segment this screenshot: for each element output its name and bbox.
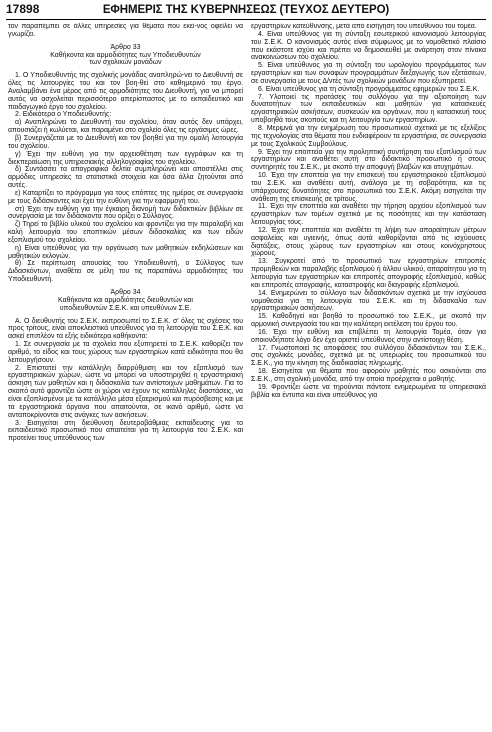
paragraph: 14. Ενημερώνει το σύλλογο των διδασκόντων σχετικά με την ισχύουσα νομοθεσία για τη λειτουργία του Σ.Ε.Κ. και τη διδασκαλία των εργαστηριακών ασκήσεων.	[251, 289, 486, 313]
left-column	[8, 23, 243, 728]
paragraph: 19. Φροντίζει ώστε να τηρούνται πάντοτε ενημερωμένα τα υπηρεσιακά βιβλία και έντυπα και είναι υπεύθυνος για	[251, 383, 486, 399]
paragraph: γ) Έχει την ευθύνη για την αρχειοθέτηση των εγγράφων και τη διεκπεραίωση της υπηρεσιακής αλληλογραφίας του σχολείου.	[8, 150, 243, 166]
paragraph: 15. Καθοδηγεί και βοηθά το προσωπικό του Σ.Ε.Κ., με σκοπό την αρμονική συνεργασία του και την καλύτερη εκτέλεση του έργου του.	[251, 313, 486, 329]
article-33-heading: Άρθρο 33	[110, 43, 141, 51]
paragraph: Α. Ο διευθυντής του Σ.Ε.Κ. εκπροσωπεί το Σ.Ε.Κ. σ' όλες τις σχέσεις του προς τρίτους, είναι αποκλειστικά υπεύθυνος για τη λειτουργία του Σ.Ε.Κ. και ασκεί επιπλέον τα εξής ειδικότερα καθήκοντα:	[8, 317, 243, 341]
paragraph: 12. Έχει την εποπτεία και αναθέτει τη λήψη των απαραίτητων μέτρων ασφαλείας και υγιεινής, όπως αυτά καθορίζονται από τις ισχύουσες διατάξεις, στους χώρους των εργαστηρίων και στους κοινόχρηστους χώρους.	[251, 226, 486, 258]
article-34-subtitle: Καθήκοντα και αρμοδιότητες διευθυντών και	[58, 296, 193, 304]
paragraph: 1. Σε συνεργασία με τα σχολεία που εξυπηρετεί το Σ.Ε.Κ. καθορίζει τον αριθμό, το είδος και τους χώρους των εργαστηρίων κατά ειδικότητα που θα λειτουργήσουν.	[8, 341, 243, 364]
paragraph: ζ) Τηρεί το βιβλίο υλικού του σχολείου και φροντίζει για την παραλαβή και καλή λειτουργία του εποπτικών μέσων διδασκαλίας και των ειδών εξοπλισμού του σχολείου.	[8, 221, 243, 244]
paragraph: 8. Μεριμνά για την ενημέρωση του προσωπικού σχετικά με τις εξελίξεις της τεχνολογίας στα θέματα που ενδιαφέρουν τα εργαστήρια, σε συνεργασία με τους Σχολικούς Συμβούλους.	[251, 124, 486, 148]
paragraph: α) Αναπληρώνει το Διευθυντή του σχολείου, όταν αυτός δεν υπάρχει, απουσιάζει ή κωλύεται, και παραμένει στο σχολείο όλες τις εργάσιμες ώρες.	[8, 119, 243, 135]
paragraph: 16. Έχει την ευθύνη και επιβλέπει τη λειτουργία Τομέα, όταν για οποιονδήποτε λόγο δεν έχει οριστεί υπεύθυνος στην αντίστοιχη θέση.	[251, 328, 486, 344]
text-columns	[8, 23, 486, 728]
paragraph: δ) Συντάσσει τα απογραφικά δελτία συμπληρώνει και αποστέλλει στις αρμόδιες υπηρεσίες τα στατιστικά στοιχεία και όσα άλλα ζητούνται από αυτές.	[8, 166, 243, 190]
paragraph: εργαστηρίων κατεύθυνσης, μετά από εισήγηση του υπεύθυνου του τομέα.	[251, 23, 477, 30]
paragraph: 1. Ο Υποδιευθυντής της σχολικής μονάδας αναπληρώ-νει το Διευθυντή σε όλες τις λειτουργίες του και τον βοη-θεί στο καθημερινό του έργο. Αναλαμβάνει ένα μέρος από τις αρμοδιότητες του Διευθυντή, για να μπορεί αυτός να ασχολείται περισσότερο απερίσπαστος με το εκπαιδευτικό και παιδαγωγικό έργο του σχολείου.	[8, 72, 243, 111]
article-33-subtitle: των σχολικών μονάδων	[89, 59, 162, 67]
paragraph: 2. Ειδικότερα ο Υποδιευθυντής:	[15, 111, 112, 119]
paragraph: 7. Υλοποιεί τις προτάσεις του συλλόγου για την αξιοποίηση των δυνατοτήτων των εκπαιδευτικών και μαθητών για κατασκευές εργαστηριακών ασκήσεων, συσκευών και οργάνων, που η κατασκευή τους υποβοηθά τους σκοπούς και τη λειτουργία των εργαστηρίων.	[251, 93, 486, 125]
paragraph: 3. Εισηγείται στη διεύθυνση δευτεροβάθμιας εκπαίδευσης για το εκπαιδευτικό προσωπικό που απαιτείται για τη λειτουργία του Σ.Ε.Κ. και προτείνει τους υπεύθυνους των	[8, 419, 243, 443]
paragraph: θ) Σε περίπτωση απουσίας του Υποδιευθυντή, ο Σύλλογος των Διδασκόντων, αναθέτει σε μέλη του τις παραπάνω αρμοδιότητες του Υποδιευθυντή.	[8, 260, 243, 284]
paragraph: 9. Έχει την εποπτεία για την προληπτική συντήρηση του εξοπλισμού των εργαστηρίων και αναθέτει αυτή στο διδακτικό προσωπικό ή στους συντηρητές του Σ.Ε.Κ., με σκοπό την αποφυγή βλαβών και ατυχημάτων.	[251, 148, 486, 172]
header-rule	[6, 19, 486, 20]
paragraph: 4. Είναι υπεύθυνος για τη σύνταξη εσωτερικού κανονισμού λειτουργίας του Σ.Ε.Κ. Ο κανονισμός αυτός είναι σύμφωνος με το νομοθετικό πλαίσιο που εκάστοτε ισχύει και πρέπει να δημοσιευθεί με ανάρτηση στον πίνακα ανακοινώσεων του σχολείου.	[251, 30, 486, 62]
paragraph: τον παραπέμπει σε άλλες υπηρεσίες για θέματα που εκεί-νος οφείλει να γνωρίζει.	[8, 23, 243, 38]
article-34-subtitle: υποδιευθυντών Σ.Ε.Κ. και υπευθύνων Σ.Ε.	[59, 304, 192, 312]
paragraph: 18. Εισηγείται για θέματα που αφορούν μαθητές που ασκούνται στο Σ.Ε.Κ., στη σχολική μονάδα, από την οποία προέρχεται ο μαθητής.	[251, 368, 486, 383]
page-header	[6, 2, 486, 18]
paragraph: 10. Έχει την εποπτεία για την επισκευή του εργαστηριακού εξοπλισμού του Σ.Ε.Κ. και αναθέτει αυτή, ανάλογα με τη σοβαρότητα, και τις υπάρχουσες δυνατότητες στο προσωπικό του Σ.Ε.Κ. Ακόμη εισηγείται την ανάθεση της επισκευής σε τρίτους.	[251, 172, 486, 203]
paragraph: 2. Επιστατεί την κατάλληλη διαρρύθμιση και τον εξοπλισμό των εργαστηριακών χώρων, ώστε να μπορεί να υποστηριχθεί η εργαστηριακή άσκηση των μαθητών και η διδασκαλία των αντίστοιχων μαθημάτων. Για το σκοπό αυτό φροντίζει ώστε οι χώροι να έχουν τις κατάλληλες διαστάσεις, να είναι εξοπλισμένοι με τα κατάλληλα μέσα εξαερισμού και πυρόσβεσης και με τα εργαστηριακά όργανα που απαιτούνται, σε ικανό αριθμό, ώστε να ανταποκρίνονται στις ανάγκες των ασκήσεων.	[8, 364, 243, 419]
article-33-subtitle: Καθήκοντα και αρμοδιότητες των Υποδιευθυντών	[50, 51, 201, 59]
paragraph: 5. Είναι υπεύθυνος για τη σύνταξη του ωρολογίου προγράμματος των εργαστηρίων και των συναφών προγραμμάτων διεξαγωγής των εξετάσεων, σε συνεργασία με τους Δ/ντές των σχολικών μονάδων που εξυπηρετεί.	[251, 62, 486, 85]
article-34-heading: Άρθρο 34	[110, 289, 141, 296]
journal-title: ΕΦΗΜΕΡΙΣ ΤΗΣ ΚΥΒΕΡΝΗΣΕΩΣ (ΤΕΥΧΟΣ ΔΕΥΤΕΡΟ)	[102, 4, 390, 16]
paragraph: στ) Έχει την ευθύνη για την έγκαιρη διανομή των διδακτικών βιβλίων σε συνεργασία με τον διδάσκοντα που ορίζει ο Σύλλογος.	[8, 205, 243, 221]
paragraph: 17. Γνωστοποιεί τις αποφάσεις του συλλόγου διδασκόντων του Σ.Ε.Κ., στις σχολικές μονάδες, σχετικά με τις υπερωρίες του προσωπικού του Σ.Ε.Κ., για την κίνηση της διαδικασίας πληρωμής.	[251, 344, 486, 368]
paragraph: ε) Καταρτίζει το πρόγραμμα για τους επόπτες της ημέρας σε συνεργασία με τους διδάσκοντες και έχει την ευθύνη για την εφαρμογή του.	[8, 189, 243, 205]
paragraph: β) Συνεργάζεται με το Διευθυντή και τον βοηθεί για την ομαλή λειτουργία του σχολείου.	[8, 134, 243, 150]
paragraph: 13. Συγκροτεί από το προσωπικό των εργαστηρίων επιτροπές προμηθειών και παραλαβής εξοπλισμού ή άλλου υλικού, απαραίτητου για τη λειτουργία των εργαστηρίων και επιτροπές απογραφής εξοπλισμού, καθώς και επιτροπές απογραφής, καταστροφής και διαγραφής εξοπλισμού.	[251, 258, 486, 289]
right-column	[251, 23, 486, 728]
paragraph: 11. Έχει την εποπτεία και αναθέτει την τήρηση αρχείου εξοπλισμού των εργαστηρίων των τομέων σχετικά με τις ποσότητες και την κατάσταση λειτουργίας τους.	[251, 203, 486, 227]
paragraph: 6. Είναι υπεύθυνος για τη σύνταξη προγράμματος εφημεριών του Σ.Ε.Κ.	[258, 85, 480, 93]
paragraph: η) Είναι υπεύθυνος για την οργάνωση των μαθητικών εκδηλώσεων και μαθητικών εκλογών.	[8, 244, 243, 260]
page-number: 17898	[6, 2, 40, 16]
